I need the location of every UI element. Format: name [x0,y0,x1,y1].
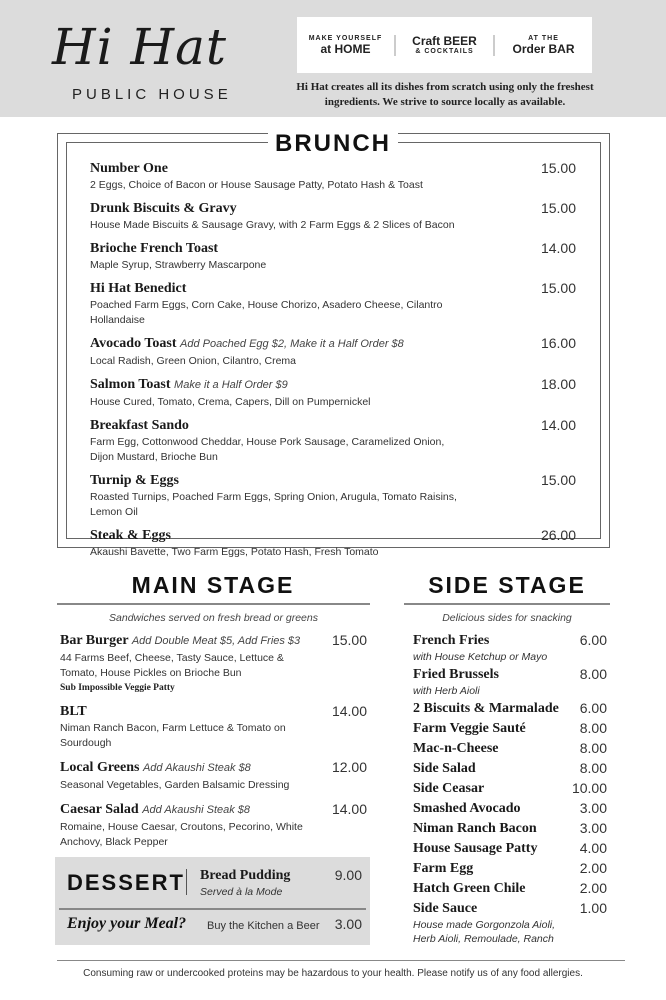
item-name-text: French Fries [413,633,490,648]
item-price: 14.00 [331,703,367,719]
badge-small: & COCKTAILS [415,47,474,55]
item-desc: 44 Farms Beef, Cheese, Tasty Sauce, Lettuce & Tomato, House Pickles on Brioche Bun [60,652,284,679]
item-name-text: Side Sauce [413,901,478,916]
menu-item [413,759,607,778]
item-price: 8.00 [579,720,607,736]
menu-item [413,799,607,818]
item-price: 10.00 [571,780,607,796]
menu-item [90,239,576,273]
menu-item [90,416,576,465]
menu-item [90,279,576,328]
main-stage-title: MAIN STAGE [131,572,295,598]
item-name [90,375,576,395]
item-price: 15.00 [540,160,576,176]
item-name [90,279,576,298]
menu-item [413,631,607,664]
kitchen-beer-price: 3.00 [334,916,362,932]
item-desc: Local Radish, Green Onion, Cilantro, Crema [90,355,297,367]
item-name [90,526,576,545]
side-stage-title: SIDE STAGE [428,572,586,598]
item-name-text: Farm Egg [413,861,474,876]
menu-item [413,899,607,946]
item-price: 3.00 [579,800,607,816]
item-desc: House Cured, Tomato, Crema, Capers, Dill on Pumpernickel [90,396,371,408]
item-price: 1.00 [579,900,607,916]
menu-item [90,334,576,369]
item-note: Add Akaushi Steak $8 [142,804,251,816]
item-name-text: Steak & Eggs [90,528,171,543]
dessert-box [55,857,370,945]
menu-item [60,702,367,751]
dessert-item [200,866,362,900]
item-name-text: BLT [60,704,87,719]
menu-item [60,758,367,793]
item-name-text: Caesar Salad [60,802,139,817]
item-desc: with Herb Aioli [413,685,480,697]
dessert-title: DESSERT [67,870,185,895]
menu-item [90,199,576,233]
item-name [90,239,576,258]
enjoy-heading: Enjoy your Meal? [67,915,187,932]
allergy-notice: Consuming raw or undercooked proteins may be hazardous to your health. Please notify us of any food allergies. [83,968,583,979]
item-price: 12.00 [331,759,367,775]
item-extra: Sub Impossible Veggie Patty [60,683,175,693]
menu-item [90,375,576,410]
item-name [413,879,607,898]
item-price: 15.00 [540,280,576,296]
badge-small: MAKE YOURSELF [308,34,383,42]
item-price: 4.00 [579,840,607,856]
item-price: 6.00 [579,632,607,648]
item-price: 15.00 [540,200,576,216]
tagline: Hi Hat creates all its dishes from scratch using only the freshest ingredients. We strive to source locally as available. [296,81,594,108]
item-name [413,759,607,778]
item-note: Add Poached Egg $2, Make it a Half Order $8 [179,338,404,350]
item-name-text: Hi Hat Benedict [90,281,187,296]
item-price: 8.00 [579,740,607,756]
item-name [60,631,367,651]
item-name [413,899,607,918]
item-desc: Poached Farm Eggs, Corn Cake, House Chorizo, Asadero Cheese, Cilantro Hollandaise [90,299,443,326]
item-price: 14.00 [540,417,576,433]
main-stage-list [60,631,367,857]
main-stage-rule [57,603,370,605]
item-name-text: House Sausage Patty [413,841,538,856]
menu-item [413,779,607,798]
divider [186,869,187,895]
item-desc: Farm Egg, Cottonwood Cheddar, House Pork Sausage, Caramelized Onion, Dijon Mustard, Brioche Bun [90,436,445,463]
item-name-text: 2 Biscuits & Marmalade [413,701,559,716]
menu-item [90,526,576,560]
item-name-text: Hatch Green Chile [413,881,526,896]
item-name-text: Niman Ranch Bacon [413,821,537,836]
badge-small: AT THE [528,34,559,42]
main-stage-subtitle: Sandwiches served on fresh bread or greens [109,612,318,624]
item-name-text: Turnip & Eggs [90,473,179,488]
side-stage-subtitle: Delicious sides for snacking [442,612,572,624]
item-price: 6.00 [579,700,607,716]
item-desc: Roasted Turnips, Poached Farm Eggs, Spring Onion, Arugula, Tomato Raisins, Lemon Oil [90,491,457,518]
menu-item [413,719,607,738]
item-name [413,699,607,718]
menu-item [413,665,607,698]
item-name [60,702,367,721]
item-name [413,665,607,684]
logo-subtitle: PUBLIC HOUSE [72,86,232,103]
item-name [90,471,576,490]
item-price: 8.00 [579,760,607,776]
badge-bar [495,35,592,56]
menu-item [413,699,607,718]
item-price: 8.00 [579,666,607,682]
item-name: Bread Pudding [200,868,291,883]
item-name-text: Side Salad [413,761,476,776]
item-name-text: Fried Brussels [413,667,499,682]
header [0,0,666,117]
item-desc: Niman Ranch Bacon, Farm Lettuce & Tomato on Sourdough [60,722,286,749]
item-price: 18.00 [540,376,576,392]
item-name-text: Side Ceasar [413,781,485,796]
item-name [413,839,607,858]
item-name [413,739,607,758]
item-desc: House Made Biscuits & Sausage Gravy, with 2 Farm Eggs & 2 Slices of Bacon [90,219,455,231]
item-name [413,859,607,878]
item-desc: 2 Eggs, Choice of Bacon or House Sausage Patty, Potato Hash & Toast [90,179,423,191]
menu-item [413,879,607,898]
item-name-text: Breakfast Sando [90,418,189,433]
badge-beer [396,35,495,56]
item-desc: Served à la Mode [200,886,283,898]
item-note: Add Double Meat $5, Add Fries $3 [131,635,301,647]
item-price: 9.00 [334,867,362,883]
menu-item [60,800,367,850]
menu-item [413,859,607,878]
menu-item [413,739,607,758]
item-note: Add Akaushi Steak $8 [142,762,251,774]
item-name-text: Local Greens [60,760,140,775]
item-desc: House made Gorgonzola Aioli, Herb Aioli, Remoulade, Ranch [413,919,556,945]
item-name [413,631,607,650]
item-name-text: Number One [90,161,168,176]
item-price: 26.00 [540,527,576,543]
item-price: 3.00 [579,820,607,836]
brunch-title: BRUNCH [268,130,398,158]
item-name-text: Avocado Toast [90,336,177,351]
item-name [90,199,576,218]
menu-item [90,471,576,520]
item-name [413,799,607,818]
badge-main: at HOME [320,41,371,56]
side-stage-rule [404,603,610,605]
menu-item [60,631,367,695]
item-name [90,416,576,435]
item-price: 14.00 [331,801,367,817]
menu-item [413,839,607,858]
item-desc: Romaine, House Caesar, Croutons, Pecorino, White Anchovy, Black Pepper [60,821,303,848]
item-name-text: Salmon Toast [90,377,171,392]
item-name-text: Bar Burger [60,633,129,648]
divider [59,908,366,910]
item-name-text: Farm Veggie Sauté [413,721,526,736]
item-price: 2.00 [579,860,607,876]
item-price: 2.00 [579,880,607,896]
item-name [413,819,607,838]
feature-badges [297,17,592,73]
item-name [90,334,576,354]
item-price: 15.00 [331,632,367,648]
item-desc: with House Ketchup or Mayo [413,651,548,663]
item-name-text: Mac-n-Cheese [413,741,499,756]
item-price: 15.00 [540,472,576,488]
item-name-text: Smashed Avocado [413,801,521,816]
item-desc: Seasonal Vegetables, Garden Balsamic Dressing [60,779,290,791]
item-price: 16.00 [540,335,576,351]
item-name-text: Brioche French Toast [90,241,219,256]
menu-item [90,159,576,193]
item-name [60,800,367,820]
logo: Hi Hat [52,18,227,76]
item-desc: Akaushi Bavette, Two Farm Eggs, Potato Hash, Fresh Tomato [90,546,379,558]
badge-main: Order BAR [512,41,575,56]
item-note: Make it a Half Order $9 [174,379,288,391]
menu-item [413,819,607,838]
item-price: 14.00 [540,240,576,256]
item-name [413,719,607,738]
brunch-list [90,159,576,566]
item-name-text: Drunk Biscuits & Gravy [90,201,237,216]
kitchen-beer-label: Buy the Kitchen a Beer [207,920,320,932]
item-desc: Maple Syrup, Strawberry Mascarpone [90,259,267,271]
item-name [60,758,367,778]
item-name [90,159,576,178]
footer-rule [57,960,625,961]
badge-main: Craft BEER [412,33,477,48]
side-stage-list [413,631,607,947]
badge-home [297,35,396,56]
